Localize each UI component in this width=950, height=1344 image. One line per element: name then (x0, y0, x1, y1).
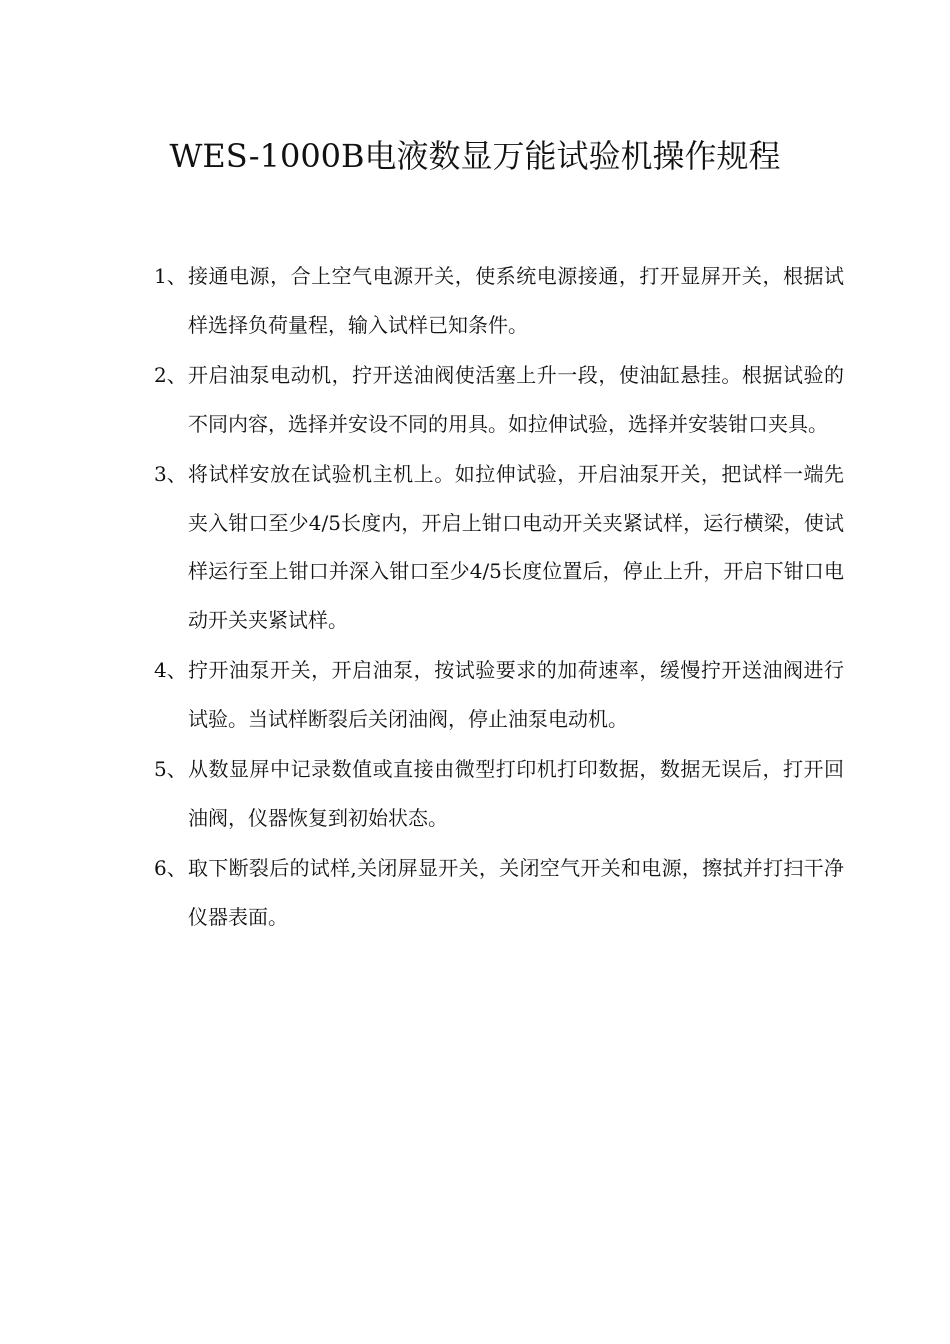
step-number: 4、 (154, 658, 187, 682)
step-text: 从数显屏中记录数值或直接由微型打印机打印数据，数据无误后，打开回油阀，仪器恢复到初始状态。 (188, 757, 844, 830)
step-number: 2、 (154, 363, 187, 387)
step-6 (154, 844, 844, 941)
step-5 (154, 745, 844, 842)
step-number: 3、 (154, 462, 187, 486)
step-text: 取下断裂后的试样,关闭屏显开关，关闭空气开关和电源，擦拭并打扫干净仪器表面。 (188, 856, 844, 929)
document-title: WES-1000B电液数显万能试验机操作规程 (169, 137, 781, 175)
step-text: 接通电源，合上空气电源开关，使系统电源接通，打开显屏开关，根据试样选择负荷量程，输入试样已知条件。 (188, 264, 844, 337)
step-text: 拧开油泵开关，开启油泵，按试验要求的加荷速率，缓慢拧开送油阀进行试验。当试样断裂后关闭油阀，停止油泵电动机。 (188, 658, 844, 731)
step-number: 1、 (154, 264, 187, 288)
step-3 (154, 450, 844, 644)
step-1 (154, 252, 844, 349)
step-2 (154, 351, 844, 448)
step-number: 5、 (154, 757, 187, 781)
step-number: 6、 (154, 856, 187, 880)
step-text: 开启油泵电动机，拧开送油阀使活塞上升一段，使油缸悬挂。根据试验的不同内容，选择并安设不同的用具。如拉伸试验，选择并安装钳口夹具。 (188, 363, 844, 436)
procedure-steps (154, 252, 844, 943)
step-4 (154, 646, 844, 743)
step-text: 将试样安放在试验机主机上。如拉伸试验，开启油泵开关，把试样一端先夹入钳口至少4/5长度内，开启上钳口电动开关夹紧试样，运行横梁，使试样运行至上钳口并深入钳口至少4/5长度位置后，停止上升，开启下钳口电动开关夹紧试样。 (188, 462, 844, 632)
